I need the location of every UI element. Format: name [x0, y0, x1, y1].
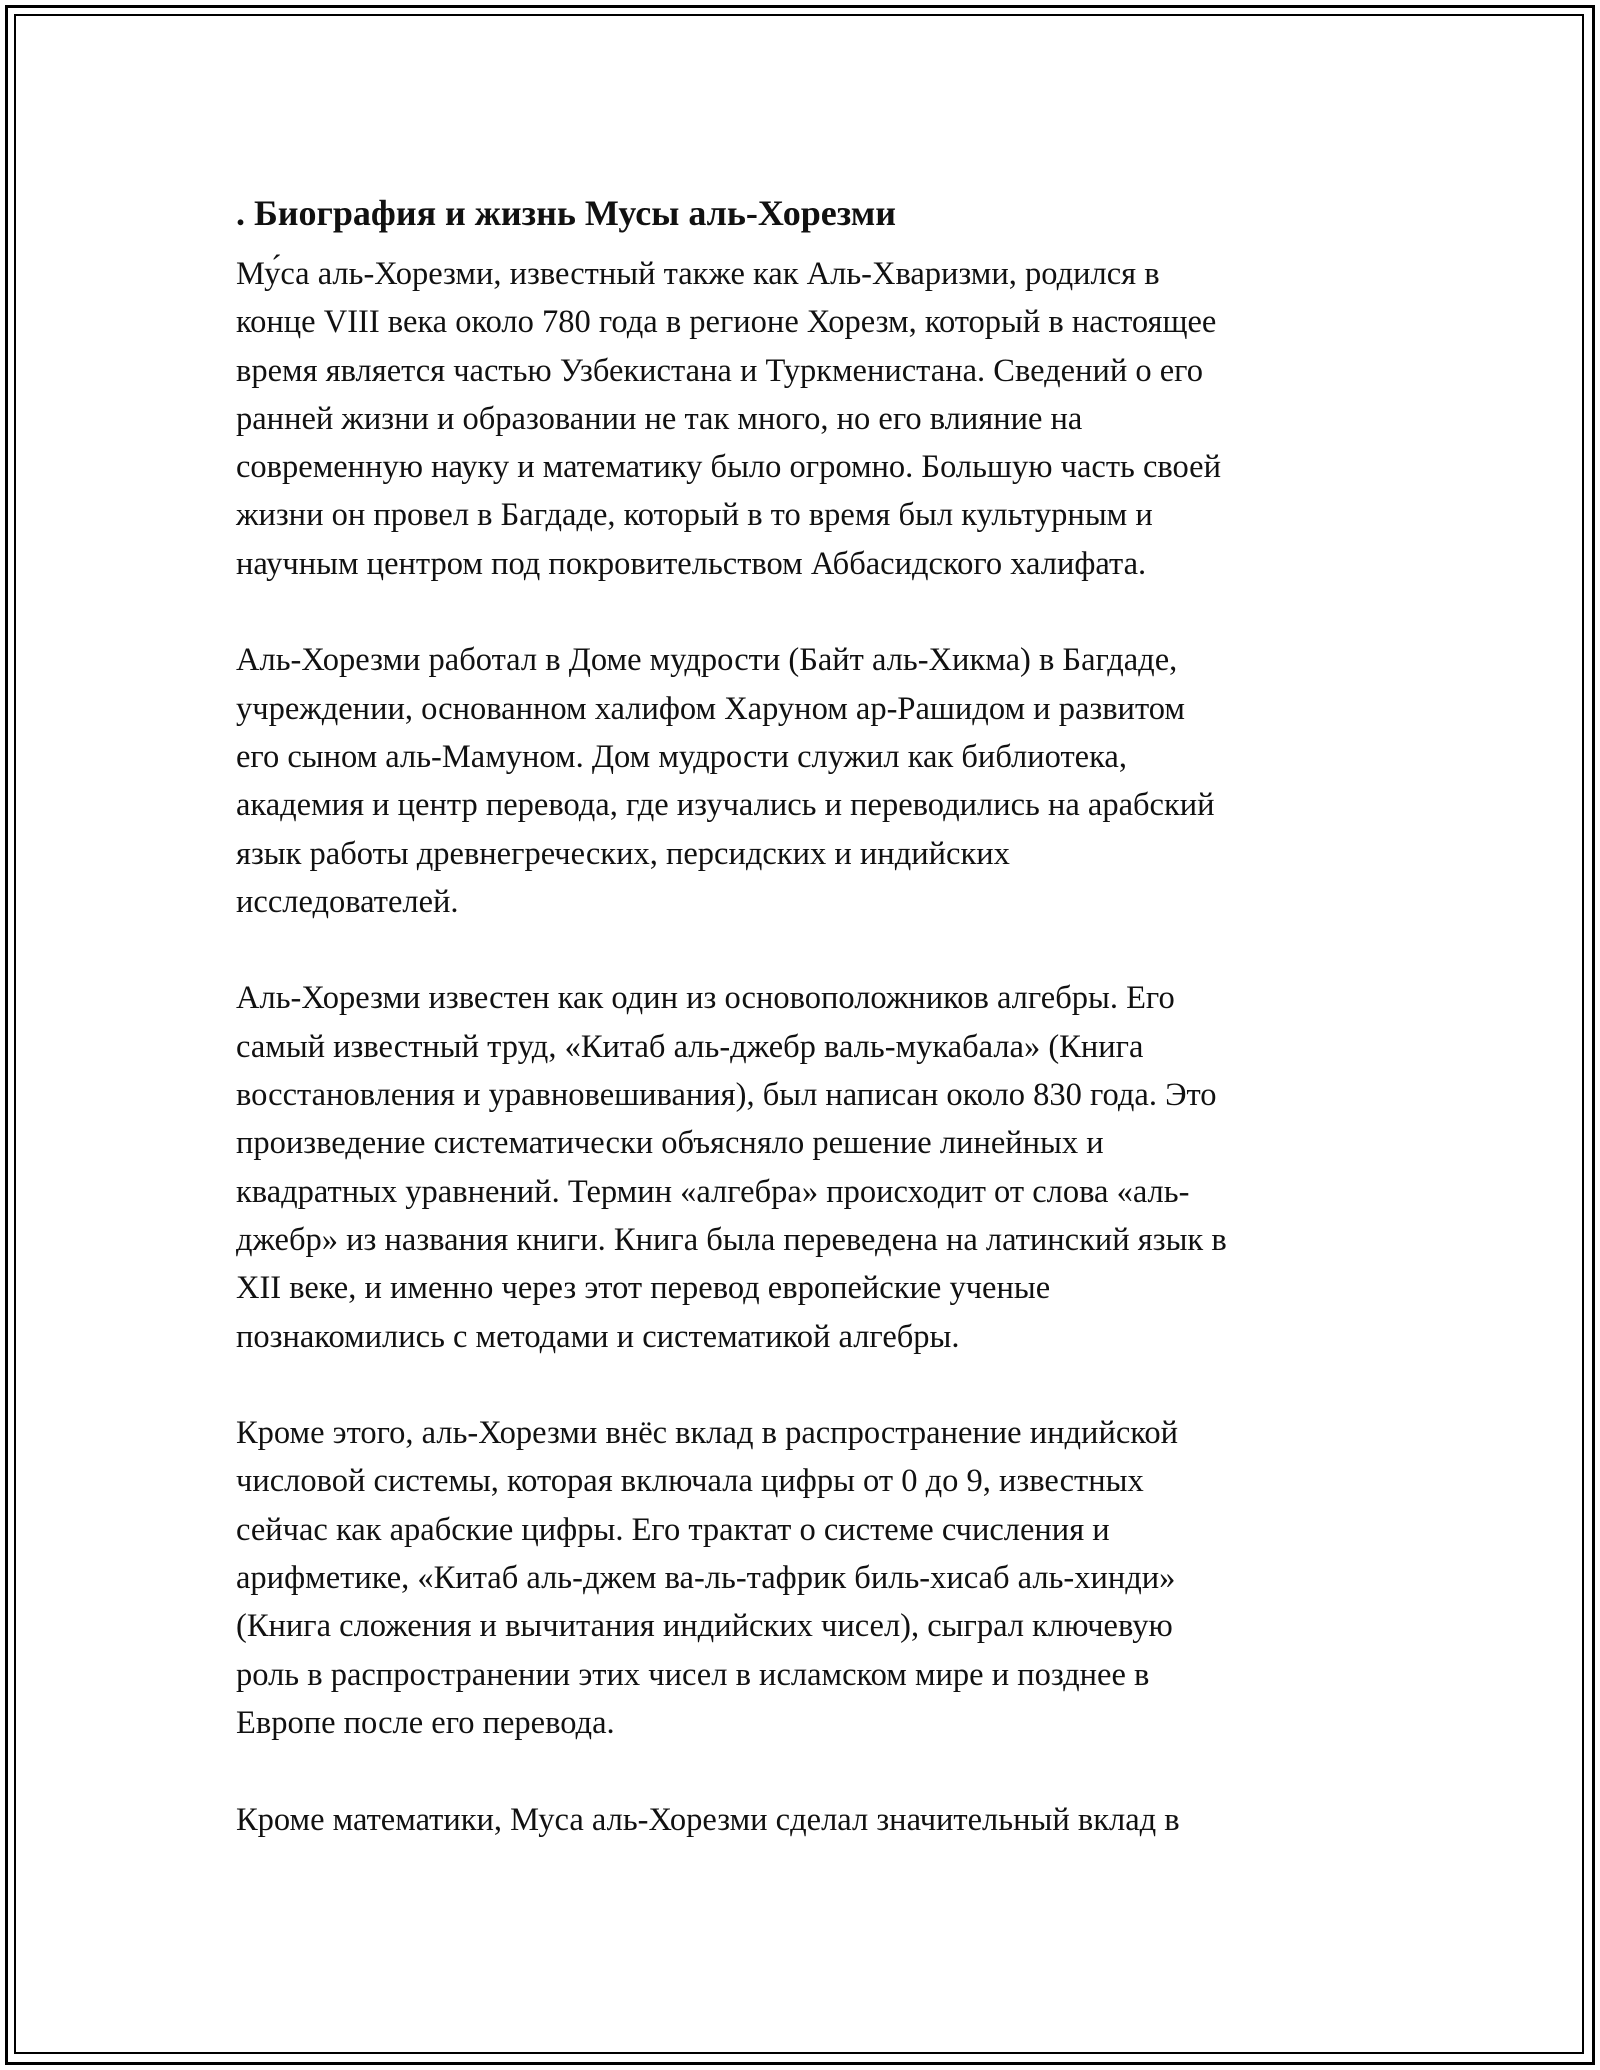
text-line: исследователей.: [236, 883, 459, 920]
text-line: (Книга сложения и вычитания индийских чисел), сыграл ключевую: [236, 1608, 1173, 1645]
paragraph-2: [236, 636, 1366, 926]
text-line: Кроме этого, аль-Хорезми внёс вклад в распространение индийской: [236, 1415, 1179, 1452]
text-line: академия и центр перевода, где изучались и переводились на арабский: [236, 787, 1215, 824]
text-line: ранней жизни и образовании не так много, но его влияние на: [236, 400, 1083, 437]
text-line: жизни он провел в Багдаде, который в то время был культурным и: [236, 497, 1153, 534]
text-line: арифметике, «Китаб аль-джем ва-ль-тафрик биль-хисаб аль-хинди»: [236, 1560, 1176, 1597]
text-line: сейчас как арабские цифры. Его трактат о системе счисления и: [236, 1511, 1110, 1548]
text-line: конце VIII века около 780 года в регионе Хорезм, который в настоящее: [236, 304, 1217, 341]
document-body: [236, 180, 1366, 1892]
text-line: джебр» из названия книги. Книга была переведена на латинский язык в: [236, 1221, 1227, 1258]
text-line: учреждении, основанном халифом Харуном ар-Рашидом и развитом: [236, 690, 1185, 727]
text-line: роль в распространении этих чисел в исламском мире и позднее в: [236, 1656, 1150, 1693]
text-line: язык работы древнегреческих, персидских и индийских: [236, 835, 1010, 872]
text-line: Аль-Хорезми известен как один из основоположников алгебры. Его: [236, 980, 1175, 1017]
text-line: его сыном аль-Мамуном. Дом мудрости служил как библиотека,: [236, 738, 1127, 775]
text-line: самый известный труд, «Китаб аль-джебр валь-мукабала» (Книга: [236, 1028, 1144, 1065]
paragraph-5: [236, 1796, 1366, 1844]
paragraph-1: [236, 250, 1366, 588]
text-line: XII веке, и именно через этот перевод европейские ученые: [236, 1270, 1051, 1307]
paragraph-4: [236, 1409, 1366, 1747]
text-line: Кроме математики, Муса аль-Хорезми сделал значительный вклад в: [236, 1801, 1180, 1838]
paragraph-3: [236, 974, 1366, 1360]
text-line: время является частью Узбекистана и Туркменистана. Сведений о его: [236, 352, 1203, 389]
text-line: Аль-Хорезми работал в Доме мудрости (Байт аль-Хикма) в Багдаде,: [236, 642, 1178, 679]
text-line: Европе после его перевода.: [236, 1704, 615, 1741]
text-line: Му́са аль-Хорезми, известный также как Аль-Хваризми, родился в: [236, 256, 1160, 292]
text-line: восстановления и уравновешивания), был написан около 830 года. Это: [236, 1077, 1217, 1114]
text-line: современную науку и математику было огромно. Большую часть своей: [236, 449, 1221, 486]
section-heading: . Биография и жизнь Мусы аль-Хорезми: [236, 193, 897, 233]
text-line: познакомились с методами и систематикой алгебры.: [236, 1318, 960, 1355]
text-line: числовой системы, которая включала цифры от 0 до 9, известных: [236, 1463, 1144, 1500]
text-line: научным центром под покровительством Аббасидского халифата.: [236, 545, 1147, 582]
text-line: произведение систематически объясняло решение линейных и: [236, 1125, 1104, 1162]
text-line: квадратных уравнений. Термин «алгебра» происходит от слова «аль-: [236, 1173, 1190, 1210]
